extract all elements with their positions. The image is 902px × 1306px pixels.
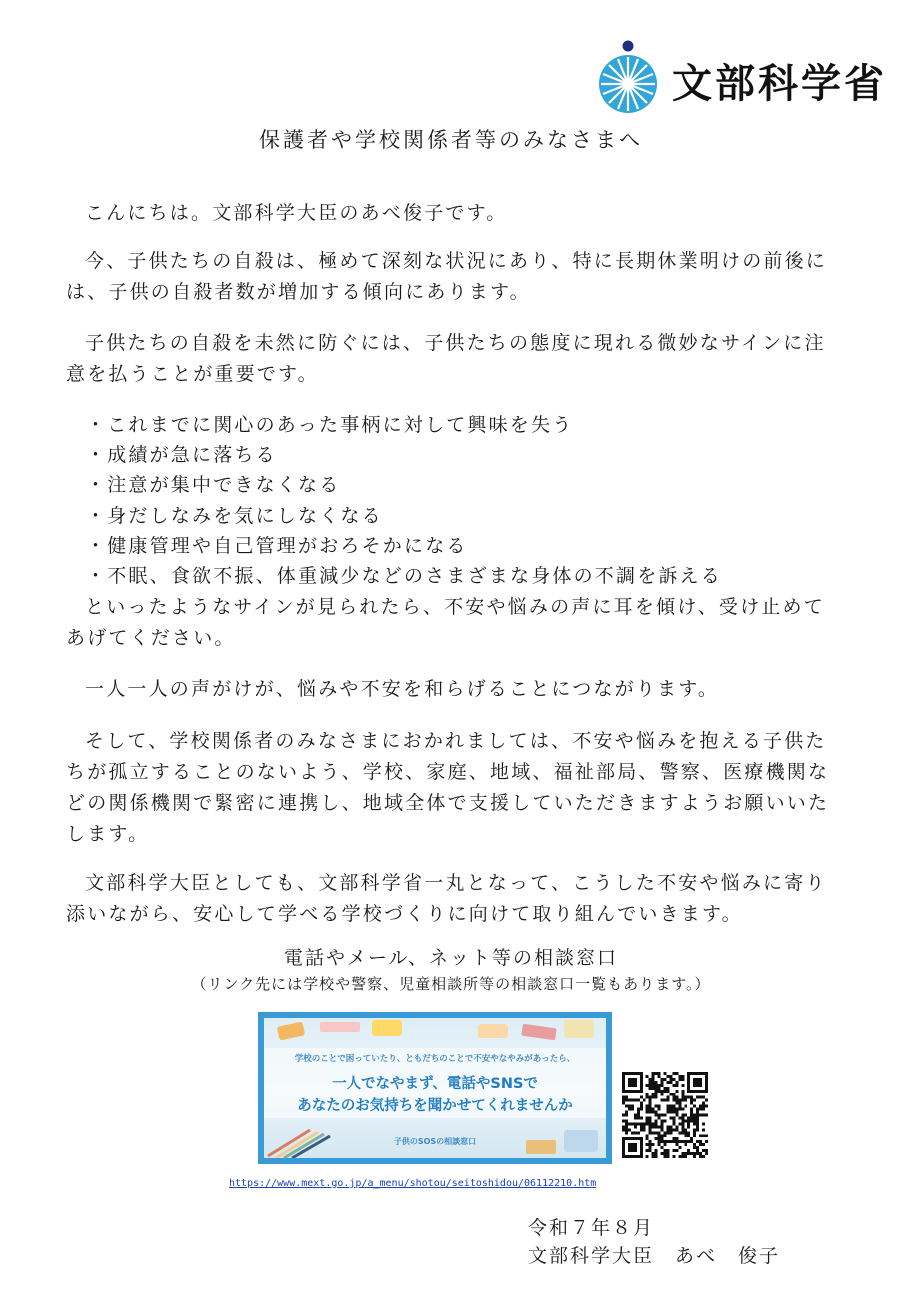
signature: 文部科学大臣 あべ 俊子 — [528, 1245, 781, 1267]
consultation-link[interactable]: https://www.mext.go.jp/a_menu/shotou/seitoshidou/06112210.htm — [229, 1178, 597, 1189]
sign-item: ・健康管理や自己管理がおろそかになる — [86, 534, 468, 557]
sign-item: ・これまでに関心のあった事柄に対して興味を失う — [86, 414, 574, 436]
sign-item: ・成績が急に落ちる — [86, 444, 277, 467]
banner-headline-2: あなたのお気持ちを聞かせてくれませんか — [297, 1098, 573, 1114]
sign-item: ・身だしなみを気にしなくなる — [86, 504, 383, 527]
paragraph-listen: といったようなサインが見られたら、不安や悩みの声に耳を傾け、受け止めてあげてください。 — [66, 596, 825, 649]
qr-code-icon[interactable] — [622, 1072, 708, 1158]
paragraph-minister-commitment: 文部科学大臣としても、文部科学省一丸となって、こうした不安や悩みに寄り添いながら、安心して学べる学校づくりに向けて取り組んでいきます。 — [66, 872, 827, 925]
page-title: 保護者や学校関係者等のみなさまへ — [259, 128, 643, 152]
banner-image — [264, 1018, 606, 1158]
banner-subtitle: 学校のことで困っていたり、ともだちのことで不安やなやみがあったら、 — [294, 1054, 576, 1064]
mext-emblem-icon — [598, 38, 664, 118]
sign-item: ・注意が集中できなくなる — [86, 474, 341, 497]
banner-caption: 子供のSOSの相談窓口 — [393, 1137, 477, 1146]
paragraph-signs-intro: 子供たちの自殺を未然に防ぐには、子供たちの態度に現れる微妙なサインに注意を払うことが重要です。 — [66, 332, 826, 385]
letter-date: 令和７年８月 — [528, 1217, 655, 1239]
mext-logo — [598, 38, 887, 118]
greeting: こんにちは。文部科学大臣のあべ俊子です。 — [85, 202, 508, 224]
sign-item: ・不眠、食欲不振、体重減少などのさまざまな身体の不調を訴える — [86, 565, 723, 588]
ministry-name: 文部科学省 — [672, 61, 887, 107]
signs-list — [86, 410, 826, 591]
paragraph-school-cooperation: そして、学校関係者のみなさまにおかれましては、不安や悩みを抱える子供たちが孤立することのないよう、学校、家庭、地域、福祉部局、警察、医療機関などの関係機関で緊密に連携し、地域全体で支援していただきますようお願いいたします。 — [66, 730, 830, 845]
paragraph-voice: 一人一人の声がけが、悩みや不安を和らげることにつながります。 — [85, 678, 720, 700]
paragraph-situation: 今、子供たちの自殺は、極めて深刻な状況にあり、特に長期休業明けの前後には、子供の自殺者数が増加する傾向にあります。 — [66, 250, 828, 303]
consultation-banner[interactable] — [258, 1012, 612, 1164]
banner-headline-1: 一人でなやまず、電話やSNSで — [332, 1076, 538, 1092]
consult-note: （リンク先には学校や警察、児童相談所等の相談窓口一覧もあります。） — [191, 975, 711, 993]
consult-heading: 電話やメール、ネット等の相談窓口 — [283, 947, 619, 969]
